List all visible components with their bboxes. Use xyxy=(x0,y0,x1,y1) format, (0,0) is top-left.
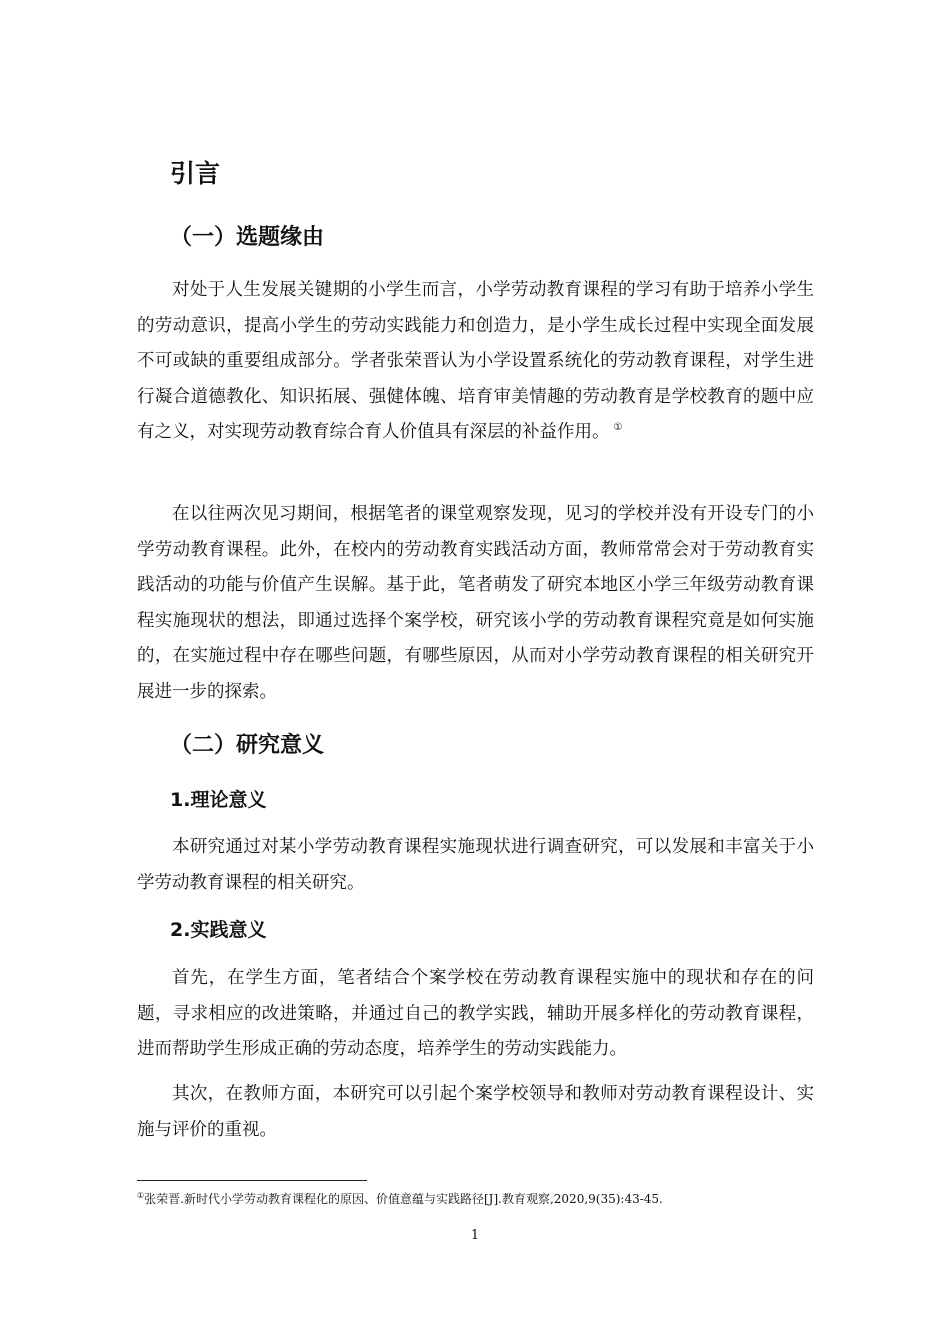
document-title: 引言 xyxy=(170,159,221,188)
footnote-text: 张荣晋.新时代小学劳动教育课程化的原因、价值意蕴与实践路径[J].教育观察,2020,9(35):43-45. xyxy=(144,1192,663,1206)
paragraph-topic-origin-1 xyxy=(137,273,814,451)
page-number: 1 xyxy=(470,1228,480,1243)
paragraph-text: 对处于人生发展关键期的小学生而言，小学劳动教育课程的学习有助于培养小学生的劳动意识，提高小学生的劳动实践能力和创造力，是小学生成长过程中实现全面发展不可或缺的重要组成部分。学者张荣晋认为小学设置系统化的劳动教育课程，对学生进行凝合道德教化、知识拓展、强健体魄、培育审美情趣的劳动教育是学校教育的题中应有之义，对实现劳动教育综合育人价值具有深层的补益作用。 xyxy=(137,280,814,442)
paragraph-practical-2: 其次，在教师方面，本研究可以引起个案学校领导和教师对劳动教育课程设计、实施与评价的重视。 xyxy=(137,1084,814,1140)
footnote xyxy=(137,1190,837,1208)
footnote-mark: ① xyxy=(137,1191,145,1200)
paragraph-practical-1: 首先，在学生方面，笔者结合个案学校在劳动教育课程实施中的现状和存在的问题，寻求相应的改进策略，并通过自己的教学实践，辅助开展多样化的劳动教育课程，进而帮助学生形成正确的劳动态度，培养学生的劳动实践能力。 xyxy=(137,968,814,1059)
paragraph-topic-origin-2: 在以往两次见习期间，根据笔者的课堂观察发现，见习的学校并没有开设专门的小学劳动教育课程。此外，在校内的劳动教育实践活动方面，教师常常会对于劳动教育实践活动的功能与价值产生误解。基于此，笔者萌发了研究本地区小学三年级劳动教育课程实施现状的想法，即通过选择个案学校，研究该小学的劳动教育课程究竟是如何实施的，在实施过程中存在哪些问题，有哪些原因，从而对小学劳动教育课程的相关研究开展进一步的探索。 xyxy=(137,504,814,702)
section-heading-topic-origin: （一）选题缘由 xyxy=(170,225,325,250)
footnote-reference: ① xyxy=(613,422,623,434)
subsection-heading-practical: 2.实践意义 xyxy=(170,919,267,941)
paragraph-theoretical: 本研究通过对某小学劳动教育课程实施现状进行调查研究，可以发展和丰富关于小学劳动教育课程的相关研究。 xyxy=(137,837,814,893)
footnote-divider xyxy=(137,1180,367,1181)
subsection-heading-theoretical: 1.理论意义 xyxy=(170,789,267,811)
section-heading-research-significance: （二）研究意义 xyxy=(170,733,325,758)
